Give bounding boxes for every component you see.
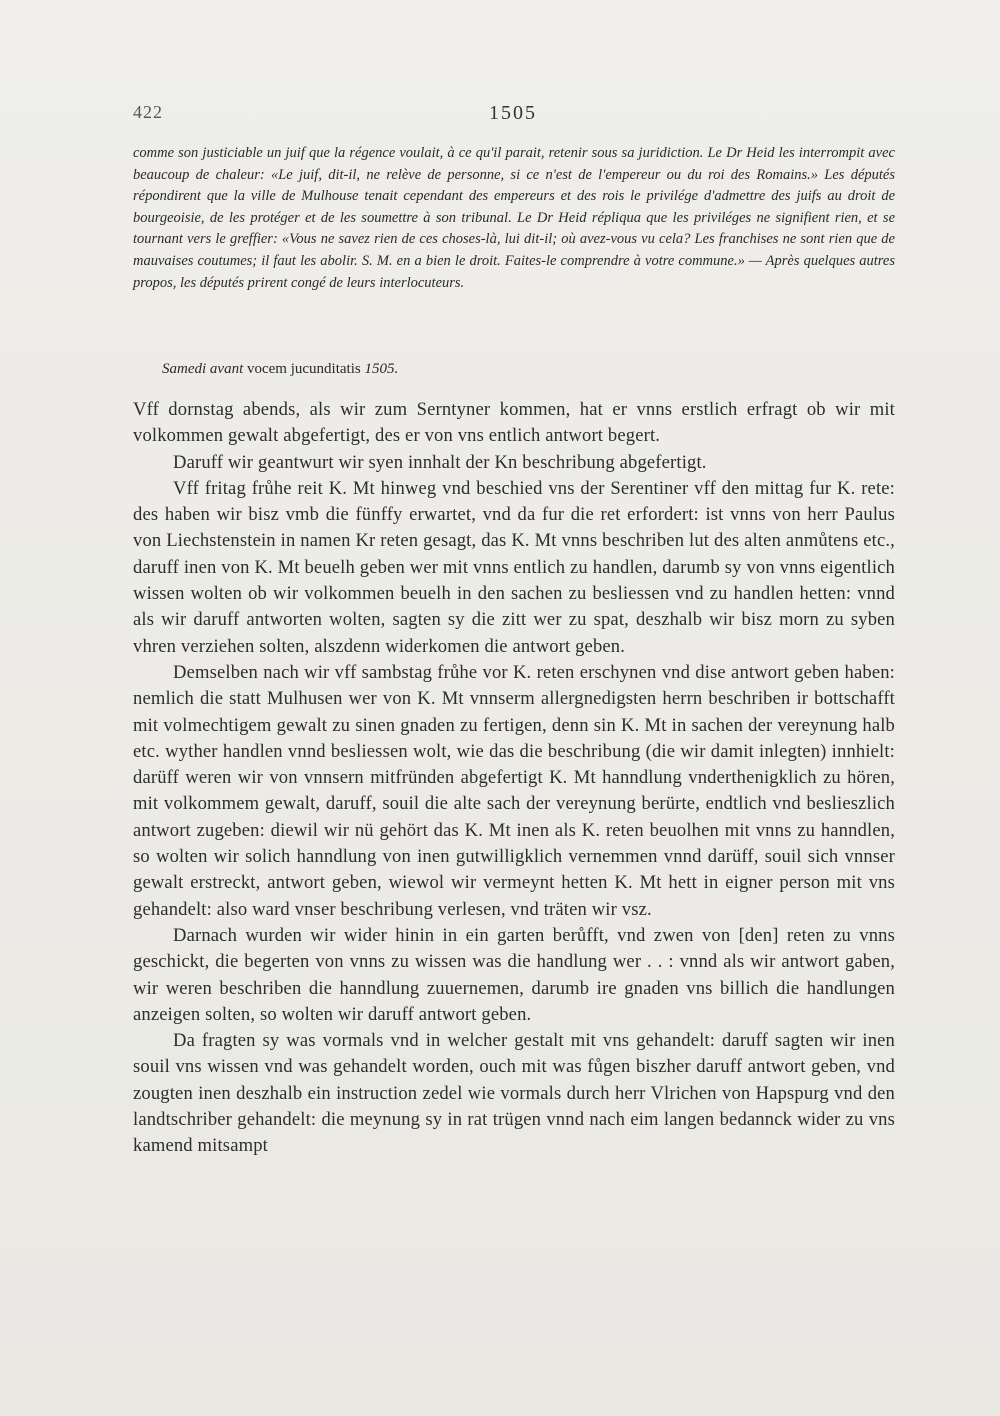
document-body (133, 397, 895, 1160)
page-header (133, 102, 893, 128)
page-number: 422 (133, 102, 163, 122)
body-paragraph: Vff fritag frůhe reit K. Mt hinweg vnd beschied vns der Serentiner vff den mittag fur K. rete: des haben wir bisz vmb die fünffy erwartet, vnd da fur die ret erfordert: ist vnns von herr Paulus von Liechstenstein in namen Kr reten gesagt, das K. Mt vnns beschriben lut des alten anmůtens etc., daruff inen von K. Mt beuelh geben wer mit vnns entlich zu handlen, darumb sy von vnns eigentlich wissen wolten ob wir volkommen beuelh in den sachen zu besliessen vnd zu handlen hetten: vnnd als wir daruff antworten wolten, sagten sy die zitt wer zu spat, deszhalb wir bisz morn zu syben vhren verziehen solten, alszdenn widerkomen die antwort geben. (133, 477, 895, 657)
date-line-roman: vocem jucunditatis (243, 361, 365, 377)
french-summary (133, 143, 895, 294)
body-paragraph: Da fragten sy was vormals vnd in welcher gestalt mit vns gehandelt: daruff sagten wir inen souil vns wissen vnd was gehandelt worden, ouch mit was fůgen biszher daruff antwort geben, vnd zougten inen deszhalb ein instruction zedel wie vormals durch herr Vlrichen von Hapspurg vnd den landtschriber gehandelt: die meynung sy in rat trügen vnnd nach eim langen bedannck wider zu vns kamend mitsampt (133, 1030, 895, 1157)
running-title-year: 1505 (489, 102, 537, 124)
body-paragraph: Demselben nach wir vff sambstag frůhe vor K. reten erschynen vnd dise antwort geben haben: nemlich die statt Mulhusen wer von K. Mt vnnserm allergnedigsten herrn beschriben ir bottschafft mit volmechtigem gewalt zu sinen gnaden zu fertigen, denn sin K. Mt in sachen der vereynung halb etc. wyther handlen vnnd besliessen wolt, wie das die beschribung (die wir damit inlegten) innhielt: darüff weren wir von vnnsern mitfründen abgefertigt K. Mt hanndlung vnderthenigklich zu hören, mit volkommem gewalt, daruff, souil die alte sach der vereynung berürte, endtlich vnd beslieszlich antwort zugeben: diewil wir nü gehört das K. Mt inen als K. reten beuolhen mit vnns zu hanndlen, so wolten wir solich hanndlung von inen gutwilligklich vernemmen vnnd darüff, souil sich vnnser gewalt erstreckt, antwort geben, wiewol wir vermeynt hetten K. Mt hett in eigner person mit vns gehandelt: also ward vnser beschribung verlesen, vnd träten wir vsz. (133, 661, 895, 920)
body-paragraph: Daruff wir geantwurt wir syen innhalt der Kn beschribung abgefertigt. (173, 451, 707, 473)
summary-paragraph: comme son justiciable un juif que la régence voulait, à ce qu'il parait, retenir sous sa juridiction. Le Dr Heid les interrompit avec beaucoup de chaleur: «Le juif, dit-il, ne relève de personne, si ce n'est de l'empereur ou du roi des Romains.» Les députés répondirent que la ville de Mulhouse tenait cependant des empereurs et des rois le privilége d'admettre des juifs au droit de bourgeoisie, de les protéger et de les soumettre à son tribunal. Le Dr Heid répliqua que les priviléges ne signifient rien, et se tournant vers le greffier: «Vous ne savez rien de ces choses-là, lui dit-il; où avez-vous vu cela? Les franchises ne sont rien que de mauvaises coutumes; il faut les abolir. S. M. en a bien le droit. Faites-le comprendre à votre commune.» — Après quelques autres propos, les députés prirent congé de leurs interlocuteurs. (133, 145, 895, 291)
body-paragraph: Darnach wurden wir wider hinin in ein garten berůfft, vnd zwen von [den] reten zu vnns geschickt, die begerten von vnns zu wissen was die handlung wer . . : vnnd als wir antwort gaben, wir weren beschriben die hanndlung zuuernemen, darumb ire gnaden vns billich die handlungen anzeigen solten, so wolten wir daruff antwort geben. (133, 924, 895, 1025)
body-paragraph: Vff dornstag abends, als wir zum Serntyner kommen, hat er vnns erstlich erfragt ob wir mit volkommen gewalt abgefertigt, des er von vns entlich antwort begert. (133, 399, 895, 447)
date-line-year: 1505. (364, 361, 399, 377)
date-line (162, 359, 398, 379)
date-line-italic: Samedi avant (162, 361, 244, 377)
